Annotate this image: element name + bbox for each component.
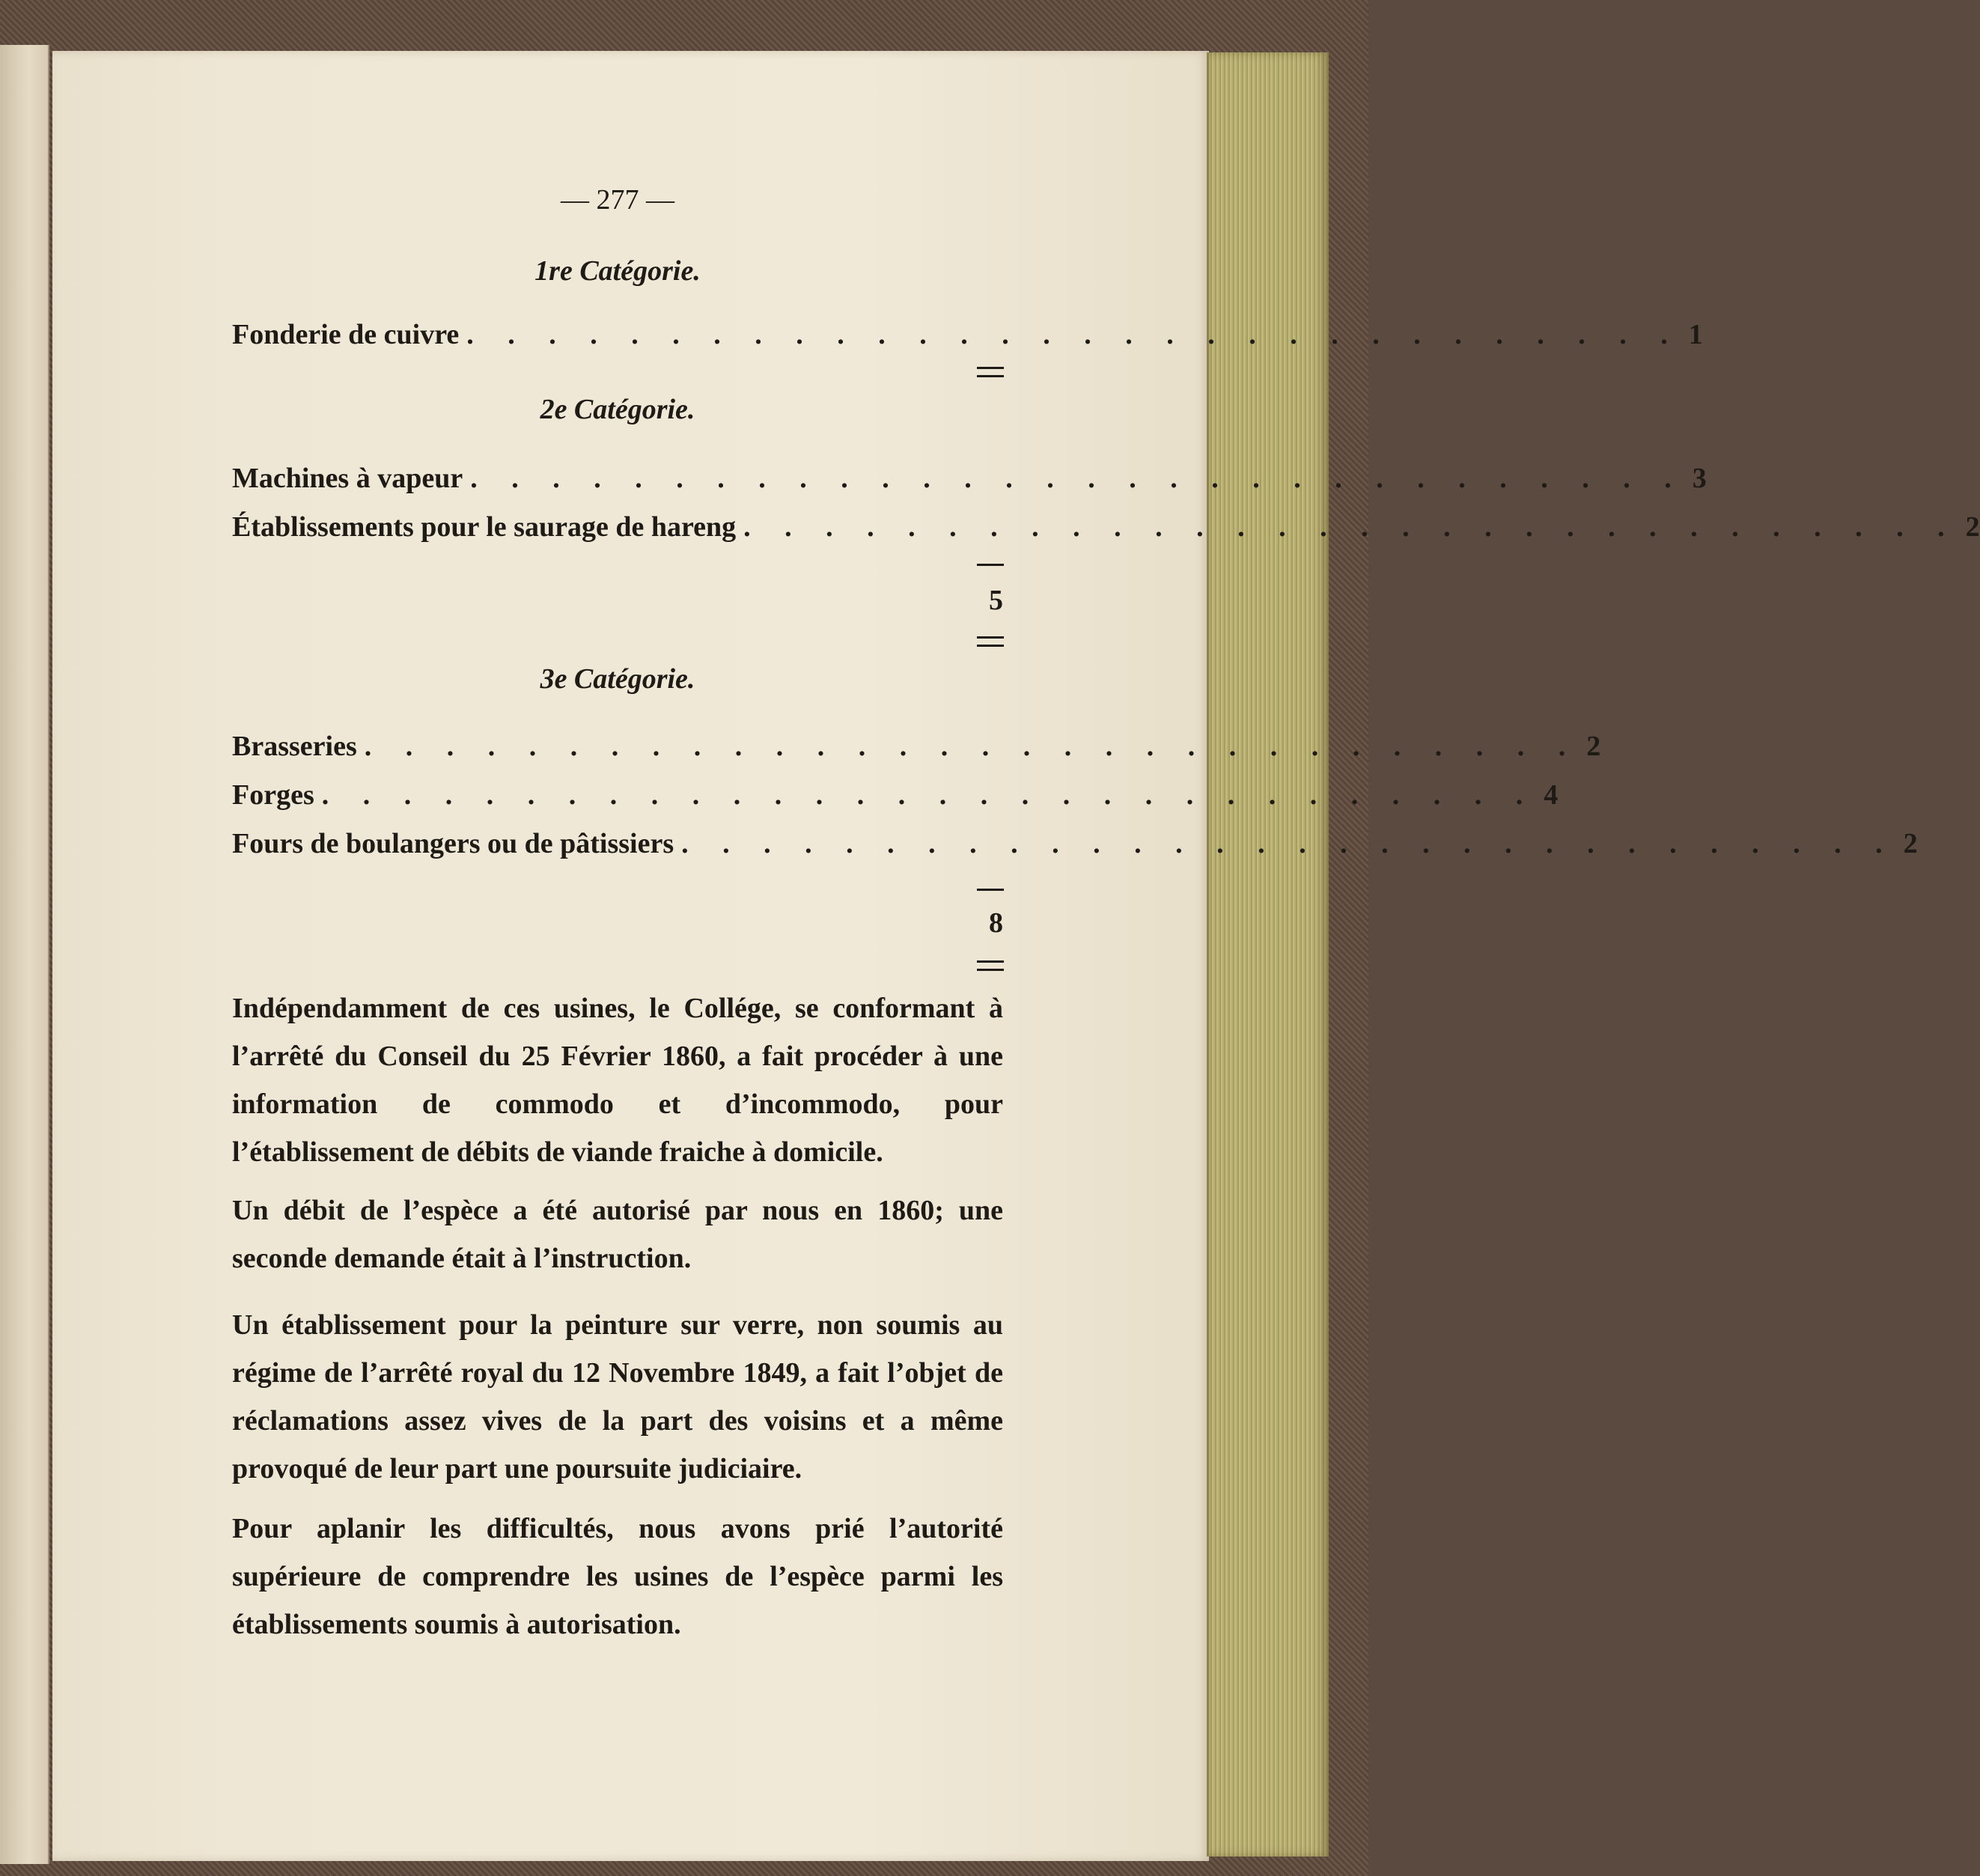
double-rule [977, 960, 1004, 971]
dot-leader: . . . . . . . . . . . . . . . . . . . . . . . . . . . . . . [364, 731, 1580, 762]
category-total: 5 [989, 585, 1003, 616]
item-count: 2 [1965, 511, 1980, 543]
sum-rule [977, 889, 1004, 891]
item-label: Fours de boulangers ou de pâtissiers [232, 828, 674, 859]
item-label: Fonderie de cuivre [232, 319, 460, 350]
list-item [232, 511, 1980, 548]
sum-rule [977, 564, 1004, 566]
item-count: 2 [1903, 828, 1918, 859]
category-heading: 3e Catégorie. [540, 663, 695, 695]
item-count: 1 [1688, 319, 1703, 350]
list-item [232, 827, 1918, 865]
item-label: Brasseries [232, 731, 357, 762]
paragraph: Un débit de l’espèce a été autorisé par nous en 1860; une seconde demande était à l’instruction. [232, 1195, 1003, 1274]
category-heading: 2e Catégorie. [540, 394, 695, 425]
list-item [232, 779, 1559, 816]
dot-leader: . . . . . . . . . . . . . . . . . . . . . . . . . . . . . . [681, 828, 1896, 859]
item-label: Établissements pour le saurage de hareng [232, 511, 737, 543]
double-rule [977, 367, 1004, 377]
paragraph: Pour aplanir les difficultés, nous avons prié l’autorité supérieure de comprendre les usines de l’espèce parmi les établissements soumis à autorisation. [232, 1513, 1003, 1640]
page-number: — 277 — [561, 184, 674, 216]
category-total: 8 [989, 907, 1003, 939]
item-label: Forges [232, 779, 314, 811]
dot-leader: . . . . . . . . . . . . . . . . . . . . . . . . . . . . . . [321, 779, 1537, 811]
item-count: 3 [1692, 463, 1707, 494]
dot-leader: . . . . . . . . . . . . . . . . . . . . . . . . . . . . . . [466, 319, 1681, 350]
list-item [232, 730, 1601, 767]
list-item [232, 318, 1703, 356]
double-rule [977, 636, 1004, 647]
paragraph: Indépendamment de ces usines, le Collége, se conformant à l’arrêté du Conseil du 25 Février 1860, a fait procéder à une information de commodo et d’incommodo, pour l’établissement de débits de viande fraiche à domicile. [232, 993, 1003, 1168]
paragraph: Un établissement pour la peinture sur verre, non soumis au régime de l’arrêté royal du 12 Novembre 1849, a fait l’objet de réclamations assez vives de la part des voisins et a même provoqué de leur part une poursuite judiciaire. [232, 1309, 1003, 1484]
dot-leader: . . . . . . . . . . . . . . . . . . . . . . . . . . . . . . [470, 463, 1685, 494]
list-item [232, 462, 1707, 499]
item-count: 2 [1586, 731, 1601, 762]
item-label: Machines à vapeur [232, 463, 463, 494]
category-heading: 1re Catégorie. [534, 255, 701, 287]
item-count: 4 [1544, 779, 1559, 811]
previous-page-edge [0, 45, 49, 1864]
dot-leader: . . . . . . . . . . . . . . . . . . . . . . . . . . . . . . [743, 511, 1958, 543]
